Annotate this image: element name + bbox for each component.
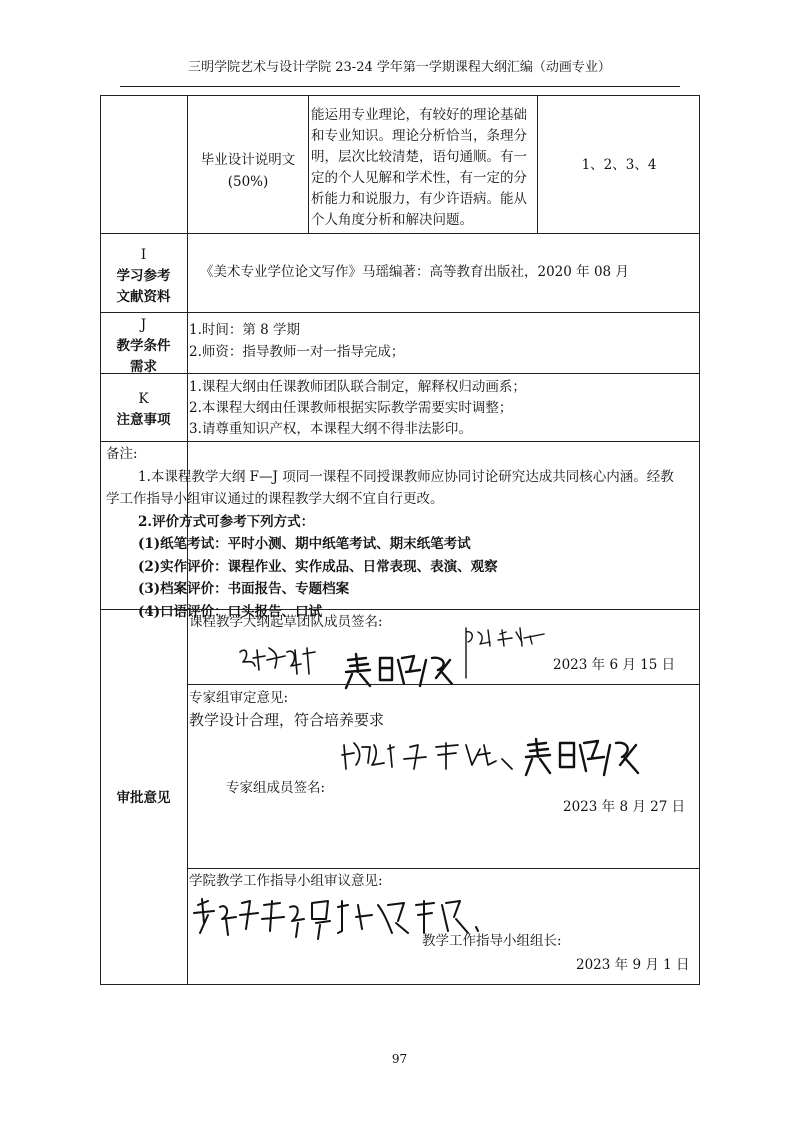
row-divider xyxy=(100,441,700,442)
criteria-line: 析能力和说服力，有少许语病。能从 xyxy=(311,191,527,207)
section-i-label xyxy=(100,245,187,308)
list-item: 1.课程大纲由任课教师团队联合制定，解释权归动画系； xyxy=(189,379,526,395)
signature-expert-1 xyxy=(340,735,530,780)
section-label-line: 需求 xyxy=(130,359,157,373)
notes-method: (2)实作评价：课程作业、实作成品、日常表现、表演、观察 xyxy=(138,558,498,575)
row-divider xyxy=(187,868,700,869)
list-item: 2.本课程大纲由任课教师根据实际教学需要实时调整； xyxy=(189,400,513,416)
section-letter: I xyxy=(140,247,147,263)
section-letter: K xyxy=(138,391,149,407)
section-j-items xyxy=(189,319,404,363)
criteria-line: 能运用专业理论，有较好的理论基础 xyxy=(311,107,527,123)
notes-method: (3)档案评价：书面报告、专题档案 xyxy=(138,581,350,597)
assessment-criteria xyxy=(311,105,527,231)
section-j-label xyxy=(100,315,187,373)
row-divider xyxy=(100,373,700,374)
row-divider xyxy=(187,684,700,685)
expert-title: 专家组审定意见: xyxy=(189,690,289,706)
signature-2 xyxy=(340,650,460,695)
notes-subtitle: 2.评价方式可参考下列方式： xyxy=(138,513,315,530)
expert-date: 2023 年 8 月 27 日 xyxy=(563,799,686,815)
approval-label: 审批意见 xyxy=(116,790,171,806)
section-label-line: 教学条件 xyxy=(116,338,171,354)
signature-3 xyxy=(460,622,550,680)
page-number: 97 xyxy=(391,1052,408,1066)
college-leader-label: 教学工作指导小组组长: xyxy=(422,933,562,949)
assessment-item-name: 毕业设计说明文 xyxy=(200,152,296,168)
college-title: 学院教学工作指导小组审议意见: xyxy=(189,873,383,889)
signature-1 xyxy=(235,640,325,680)
row-divider xyxy=(100,312,700,313)
row-divider xyxy=(100,609,700,610)
col-divider xyxy=(308,95,309,233)
assessment-objectives: 1、2、3、4 xyxy=(581,157,657,173)
section-k-items xyxy=(189,377,526,440)
list-item: 3.请尊重知识产权，本课程大纲不得非法影印。 xyxy=(189,421,472,437)
section-letter: J xyxy=(140,317,147,333)
criteria-line: 和专业知识。理论分析恰当，条理分 xyxy=(311,128,527,144)
assessment-item xyxy=(188,149,308,193)
drafting-date: 2023 年 6 月 15 日 xyxy=(553,657,676,673)
page-header: 三明学院艺术与设计学院 23-24 学年第一学期课程大纲汇编（动画专业） xyxy=(188,60,611,75)
section-label-line: 学习参考 xyxy=(116,268,171,284)
section-i-content: 《美术专业学位论文写作》马瑶编著：高等教育出版社，2020 年 08 月 xyxy=(200,264,629,280)
col-divider xyxy=(187,609,188,985)
notes-line: 学工作指导小组审议通过的课程教学大纲不宜自行更改。 xyxy=(106,491,444,507)
signature-college xyxy=(192,893,492,945)
notes-method: (4)口语评价：口头报告、口试 xyxy=(138,603,323,620)
list-item: 1.时间：第 8 学期 xyxy=(189,322,301,338)
college-date: 2023 年 9 月 1 日 xyxy=(576,957,690,973)
criteria-line: 定的个人见解和学术性，有一定的分 xyxy=(311,170,527,186)
notes-method: (1)纸笔考试：平时小测、期中纸笔考试、期末纸笔考试 xyxy=(138,536,471,552)
expert-signers-label: 专家组成员签名: xyxy=(226,780,326,796)
header-rule xyxy=(120,86,680,87)
criteria-line: 个人角度分析和解决问题。 xyxy=(311,212,473,228)
criteria-line: 明，层次比较清楚，语句通顺。有一 xyxy=(311,149,527,165)
notes-block xyxy=(106,443,674,623)
signature-expert-2 xyxy=(520,735,650,785)
section-label-line: 文献资料 xyxy=(116,289,171,305)
expert-opinion: 教学设计合理，符合培养要求 xyxy=(189,711,385,729)
section-k-label xyxy=(100,389,187,431)
drafting-title: 课程教学大纲起草团队成员签名: xyxy=(189,614,383,630)
notes-line: 1.本课程教学大纲 F—J 项同一课程不同授课教师应协同讨论研究达成共同核心内涵。经教 xyxy=(138,468,674,485)
assessment-weight: (50%) xyxy=(227,174,269,190)
row-divider xyxy=(100,233,700,234)
notes-title: 备注: xyxy=(106,446,138,462)
section-label: 注意事项 xyxy=(116,412,171,428)
list-item: 2.师资：指导教师一对一指导完成； xyxy=(189,344,405,360)
